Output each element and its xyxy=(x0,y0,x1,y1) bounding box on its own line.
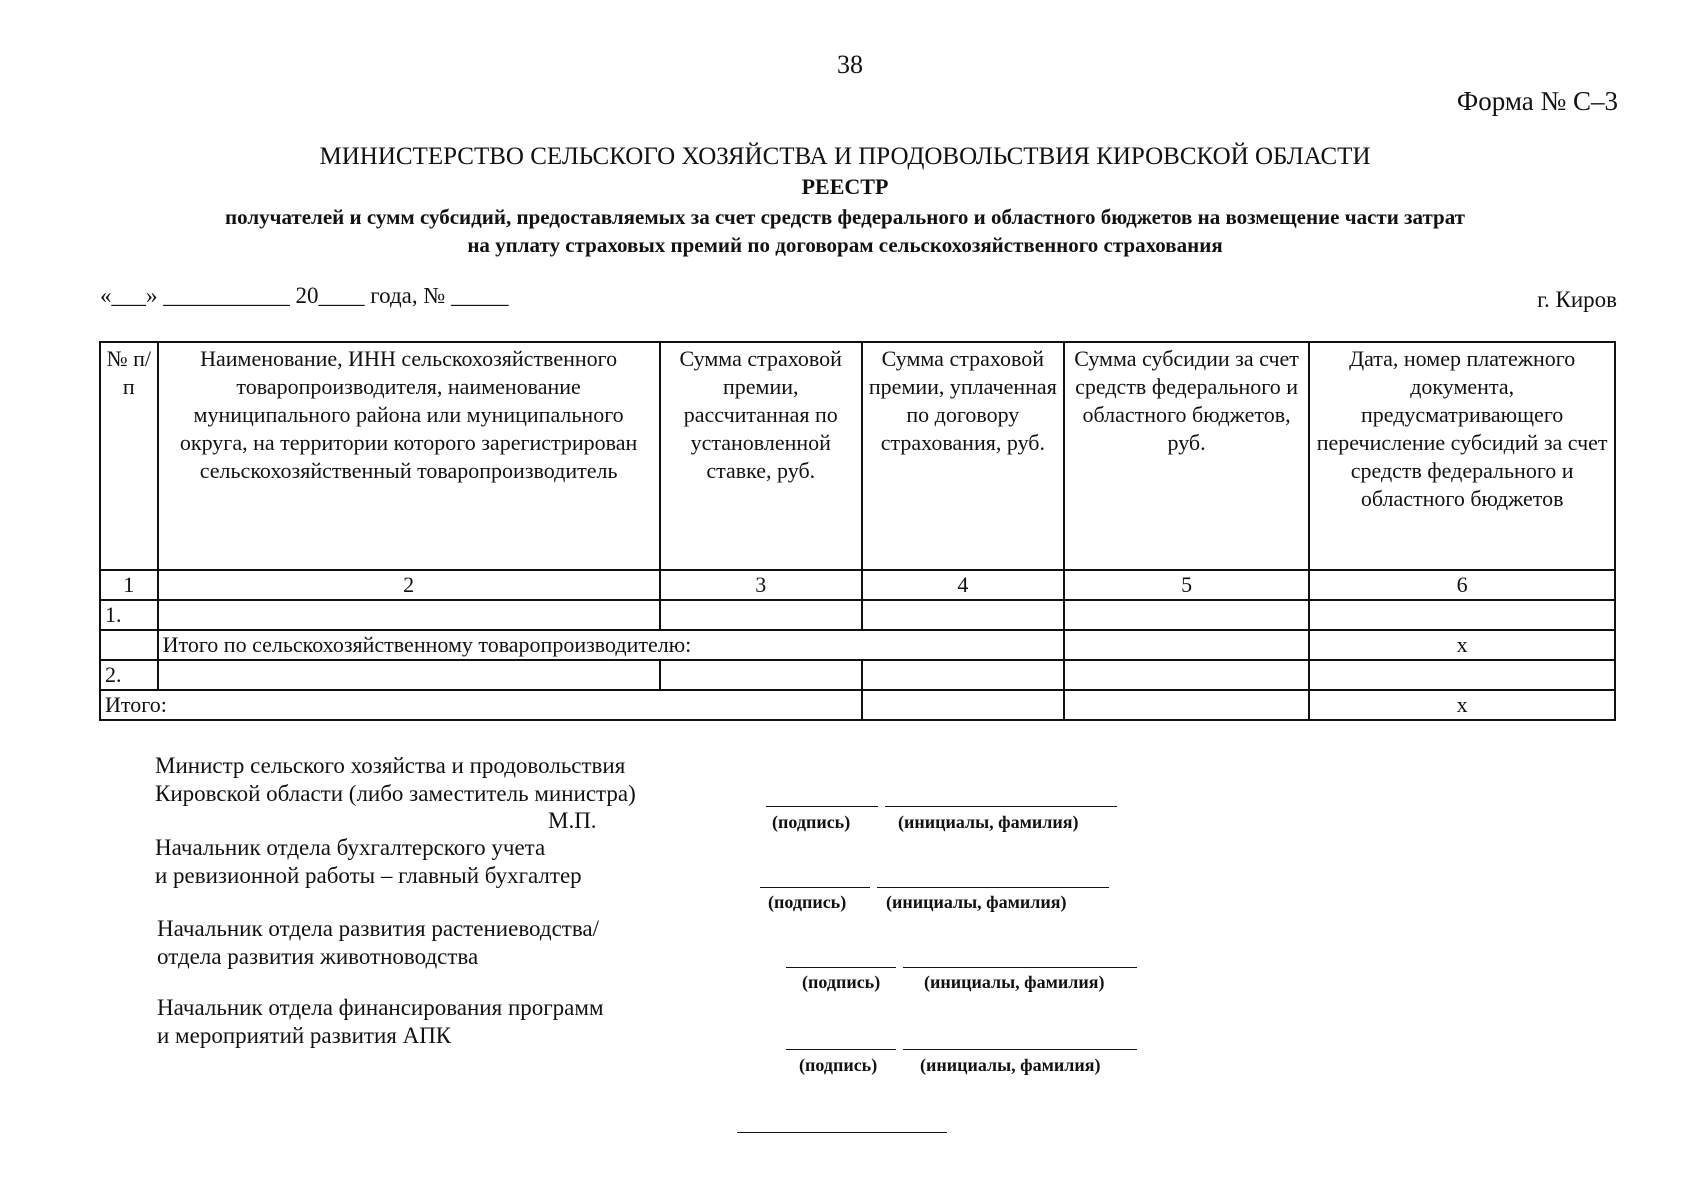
subtotal-mark: х xyxy=(1309,630,1615,660)
minister-title xyxy=(155,752,636,808)
column-number: 1 xyxy=(100,570,158,600)
subtitle-line-1: получателей и сумм субсидий, предоставляемых за счет средств федерального и областного бюджетов на возмещение части затрат xyxy=(225,205,1465,229)
table-cell xyxy=(1064,690,1309,720)
finance-title xyxy=(157,994,604,1050)
table-cell xyxy=(862,690,1064,720)
column-header-producer: Наименование, ИНН сельскохозяйственного товаропроизводителя, наименование муниципального района или муниципального округа, на территории которого зарегистрирован сельскохозяйственный товаропроизводитель xyxy=(158,342,660,570)
column-number: 2 xyxy=(158,570,660,600)
accountant-line-2: и ревизионной работы – главный бухгалтер xyxy=(155,863,582,888)
signature-line xyxy=(786,1049,896,1050)
date-number-line: «___» ___________ 20____ года, № _____ xyxy=(100,283,509,308)
name-line xyxy=(885,806,1117,807)
subtotal-row xyxy=(100,630,1615,660)
column-header-premium-paid: Сумма страховой премии, уплаченная по договору страхования, руб. xyxy=(862,342,1064,570)
page-number: 38 xyxy=(837,50,863,79)
column-header-number: № п/п xyxy=(100,342,158,570)
table-cell xyxy=(862,600,1064,630)
total-row xyxy=(100,690,1615,720)
document-subtitle xyxy=(100,203,1590,259)
document-title: РЕЕСТР xyxy=(801,174,889,199)
name-line xyxy=(877,887,1109,888)
name-caption: (инициалы, фамилия) xyxy=(920,1055,1101,1075)
name-line xyxy=(903,1049,1137,1050)
signature-line xyxy=(786,967,896,968)
stamp-place: М.П. xyxy=(548,808,597,833)
minister-line-2: Кировской области (либо заместитель министра) xyxy=(155,781,636,806)
subtotal-label: Итого по сельскохозяйственному товаропроизводителю: xyxy=(158,630,1064,660)
signature-caption: (подпись) xyxy=(802,972,881,992)
subtitle-line-2: на уплату страховых премий по договорам сельскохозяйственного страхования xyxy=(467,233,1223,257)
crops-line-1: Начальник отдела развития растениеводства/ xyxy=(157,916,599,941)
total-label: Итого: xyxy=(100,690,862,720)
registry-table xyxy=(99,341,1616,721)
table-cell xyxy=(1064,630,1309,660)
accountant-line-1: Начальник отдела бухгалтерского учета xyxy=(155,835,546,860)
accountant-title xyxy=(155,834,582,890)
column-number: 4 xyxy=(862,570,1064,600)
table-cell xyxy=(660,600,862,630)
table-row xyxy=(100,600,1615,630)
form-number: Форма № С–3 xyxy=(1456,86,1618,116)
row-number: 1. xyxy=(100,600,158,630)
column-number: 5 xyxy=(1064,570,1309,600)
finance-line-2: и мероприятий развития АПК xyxy=(157,1023,452,1048)
table-cell xyxy=(862,660,1064,690)
name-caption: (инициалы, фамилия) xyxy=(886,892,1067,912)
footnote-divider xyxy=(737,1132,947,1133)
name-caption: (инициалы, фамилия) xyxy=(924,972,1105,992)
table-cell xyxy=(1309,660,1615,690)
signature-caption: (подпись) xyxy=(768,892,847,912)
column-number: 3 xyxy=(660,570,862,600)
column-header-premium-calculated: Сумма страховой премии, рассчитанная по установленной ставке, руб. xyxy=(660,342,862,570)
table-cell xyxy=(660,660,862,690)
table-header-row xyxy=(100,342,1615,570)
crops-line-2: отдела развития животноводства xyxy=(157,944,479,969)
table-cell xyxy=(100,630,158,660)
city: г. Киров xyxy=(1537,287,1617,312)
signature-line xyxy=(766,806,878,807)
column-header-subsidy-amount: Сумма субсидии за счет средств федерального и областного бюджетов, руб. xyxy=(1064,342,1309,570)
column-header-payment-document: Дата, номер платежного документа, предусматривающего перечисление субсидий за счет средств федерального и областного бюджетов xyxy=(1309,342,1615,570)
table-cell xyxy=(1309,600,1615,630)
column-number-row xyxy=(100,570,1615,600)
minister-line-1: Министр сельского хозяйства и продовольствия xyxy=(155,753,626,778)
name-caption: (инициалы, фамилия) xyxy=(898,812,1079,832)
row-number: 2. xyxy=(100,660,158,690)
finance-line-1: Начальник отдела финансирования программ xyxy=(157,995,604,1020)
crops-title xyxy=(157,915,599,971)
column-number: 6 xyxy=(1309,570,1615,600)
ministry-name: МИНИСТЕРСТВО СЕЛЬСКОГО ХОЗЯЙСТВА И ПРОДОВОЛЬСТВИЯ КИРОВСКОЙ ОБЛАСТИ xyxy=(319,143,1371,170)
table-cell xyxy=(158,660,660,690)
signature-line xyxy=(760,887,870,888)
table-cell xyxy=(1064,660,1309,690)
name-line xyxy=(903,967,1137,968)
table-cell xyxy=(1064,600,1309,630)
table-cell xyxy=(158,600,660,630)
table-row xyxy=(100,660,1615,690)
signature-caption: (подпись) xyxy=(772,812,851,832)
total-mark: х xyxy=(1309,690,1615,720)
signature-caption: (подпись) xyxy=(799,1055,878,1075)
